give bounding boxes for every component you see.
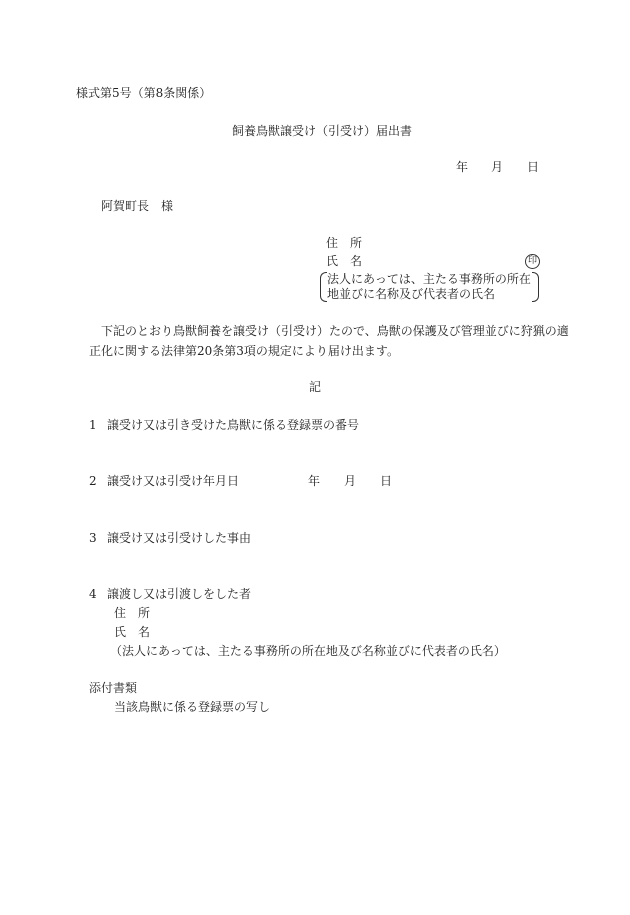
item-4-name-label: 氏 名: [114, 625, 151, 639]
applicant-address-label: 住 所: [326, 236, 363, 250]
item-4-text: 譲渡し又は引渡しをした者: [107, 587, 252, 601]
item-3-number: 3: [89, 531, 97, 545]
body-line-1: 下記のとおり鳥獣飼養を譲受け（引受け）たので、鳥獣の保護及び管理並びに狩猟の適: [101, 324, 569, 338]
item-2-year: 年: [308, 474, 321, 488]
item-4-address-label: 住 所: [114, 606, 151, 620]
date-month: 月: [491, 160, 504, 174]
item-4-note: （法人にあっては、主たる事務所の所在地及び名称並びに代表者の氏名）: [110, 644, 506, 658]
attachment-item: 当該鳥獣に係る登録票の写し: [114, 700, 271, 714]
document-title: 飼養鳥獣譲受け（引受け）届出書: [232, 124, 413, 138]
note-right-bracket: [532, 272, 539, 302]
item-2-day: 日: [380, 474, 393, 488]
date-year: 年: [456, 160, 469, 174]
item-1-number: 1: [89, 418, 97, 432]
applicant-name-label: 氏 名: [326, 254, 363, 268]
date-day: 日: [527, 160, 540, 174]
ki-heading: 記: [309, 380, 322, 394]
body-line-2: 正化に関する法律第20条第3項の規定により届け出ます。: [89, 344, 399, 358]
item-4-number: 4: [89, 587, 97, 601]
item-3-text: 譲受け又は引受けした事由: [107, 531, 252, 545]
attachments-label: 添付書類: [89, 681, 138, 695]
note-left-bracket: [320, 272, 327, 302]
form-number: 様式第5号（第8条関係）: [76, 86, 212, 100]
item-2-text: 譲受け又は引受け年月日: [107, 474, 240, 488]
seal-mark: 印: [525, 254, 540, 269]
item-1-text: 譲受け又は引き受けた鳥獣に係る登録票の番号: [107, 418, 360, 432]
addressee: 阿賀町長 様: [101, 199, 174, 213]
item-2-number: 2: [89, 474, 97, 488]
item-2-month: 月: [344, 474, 357, 488]
applicant-note-line1: 法人にあっては、主たる事務所の所在: [327, 272, 531, 286]
applicant-note-line2: 地並びに名称及び代表者の氏名: [327, 287, 496, 301]
